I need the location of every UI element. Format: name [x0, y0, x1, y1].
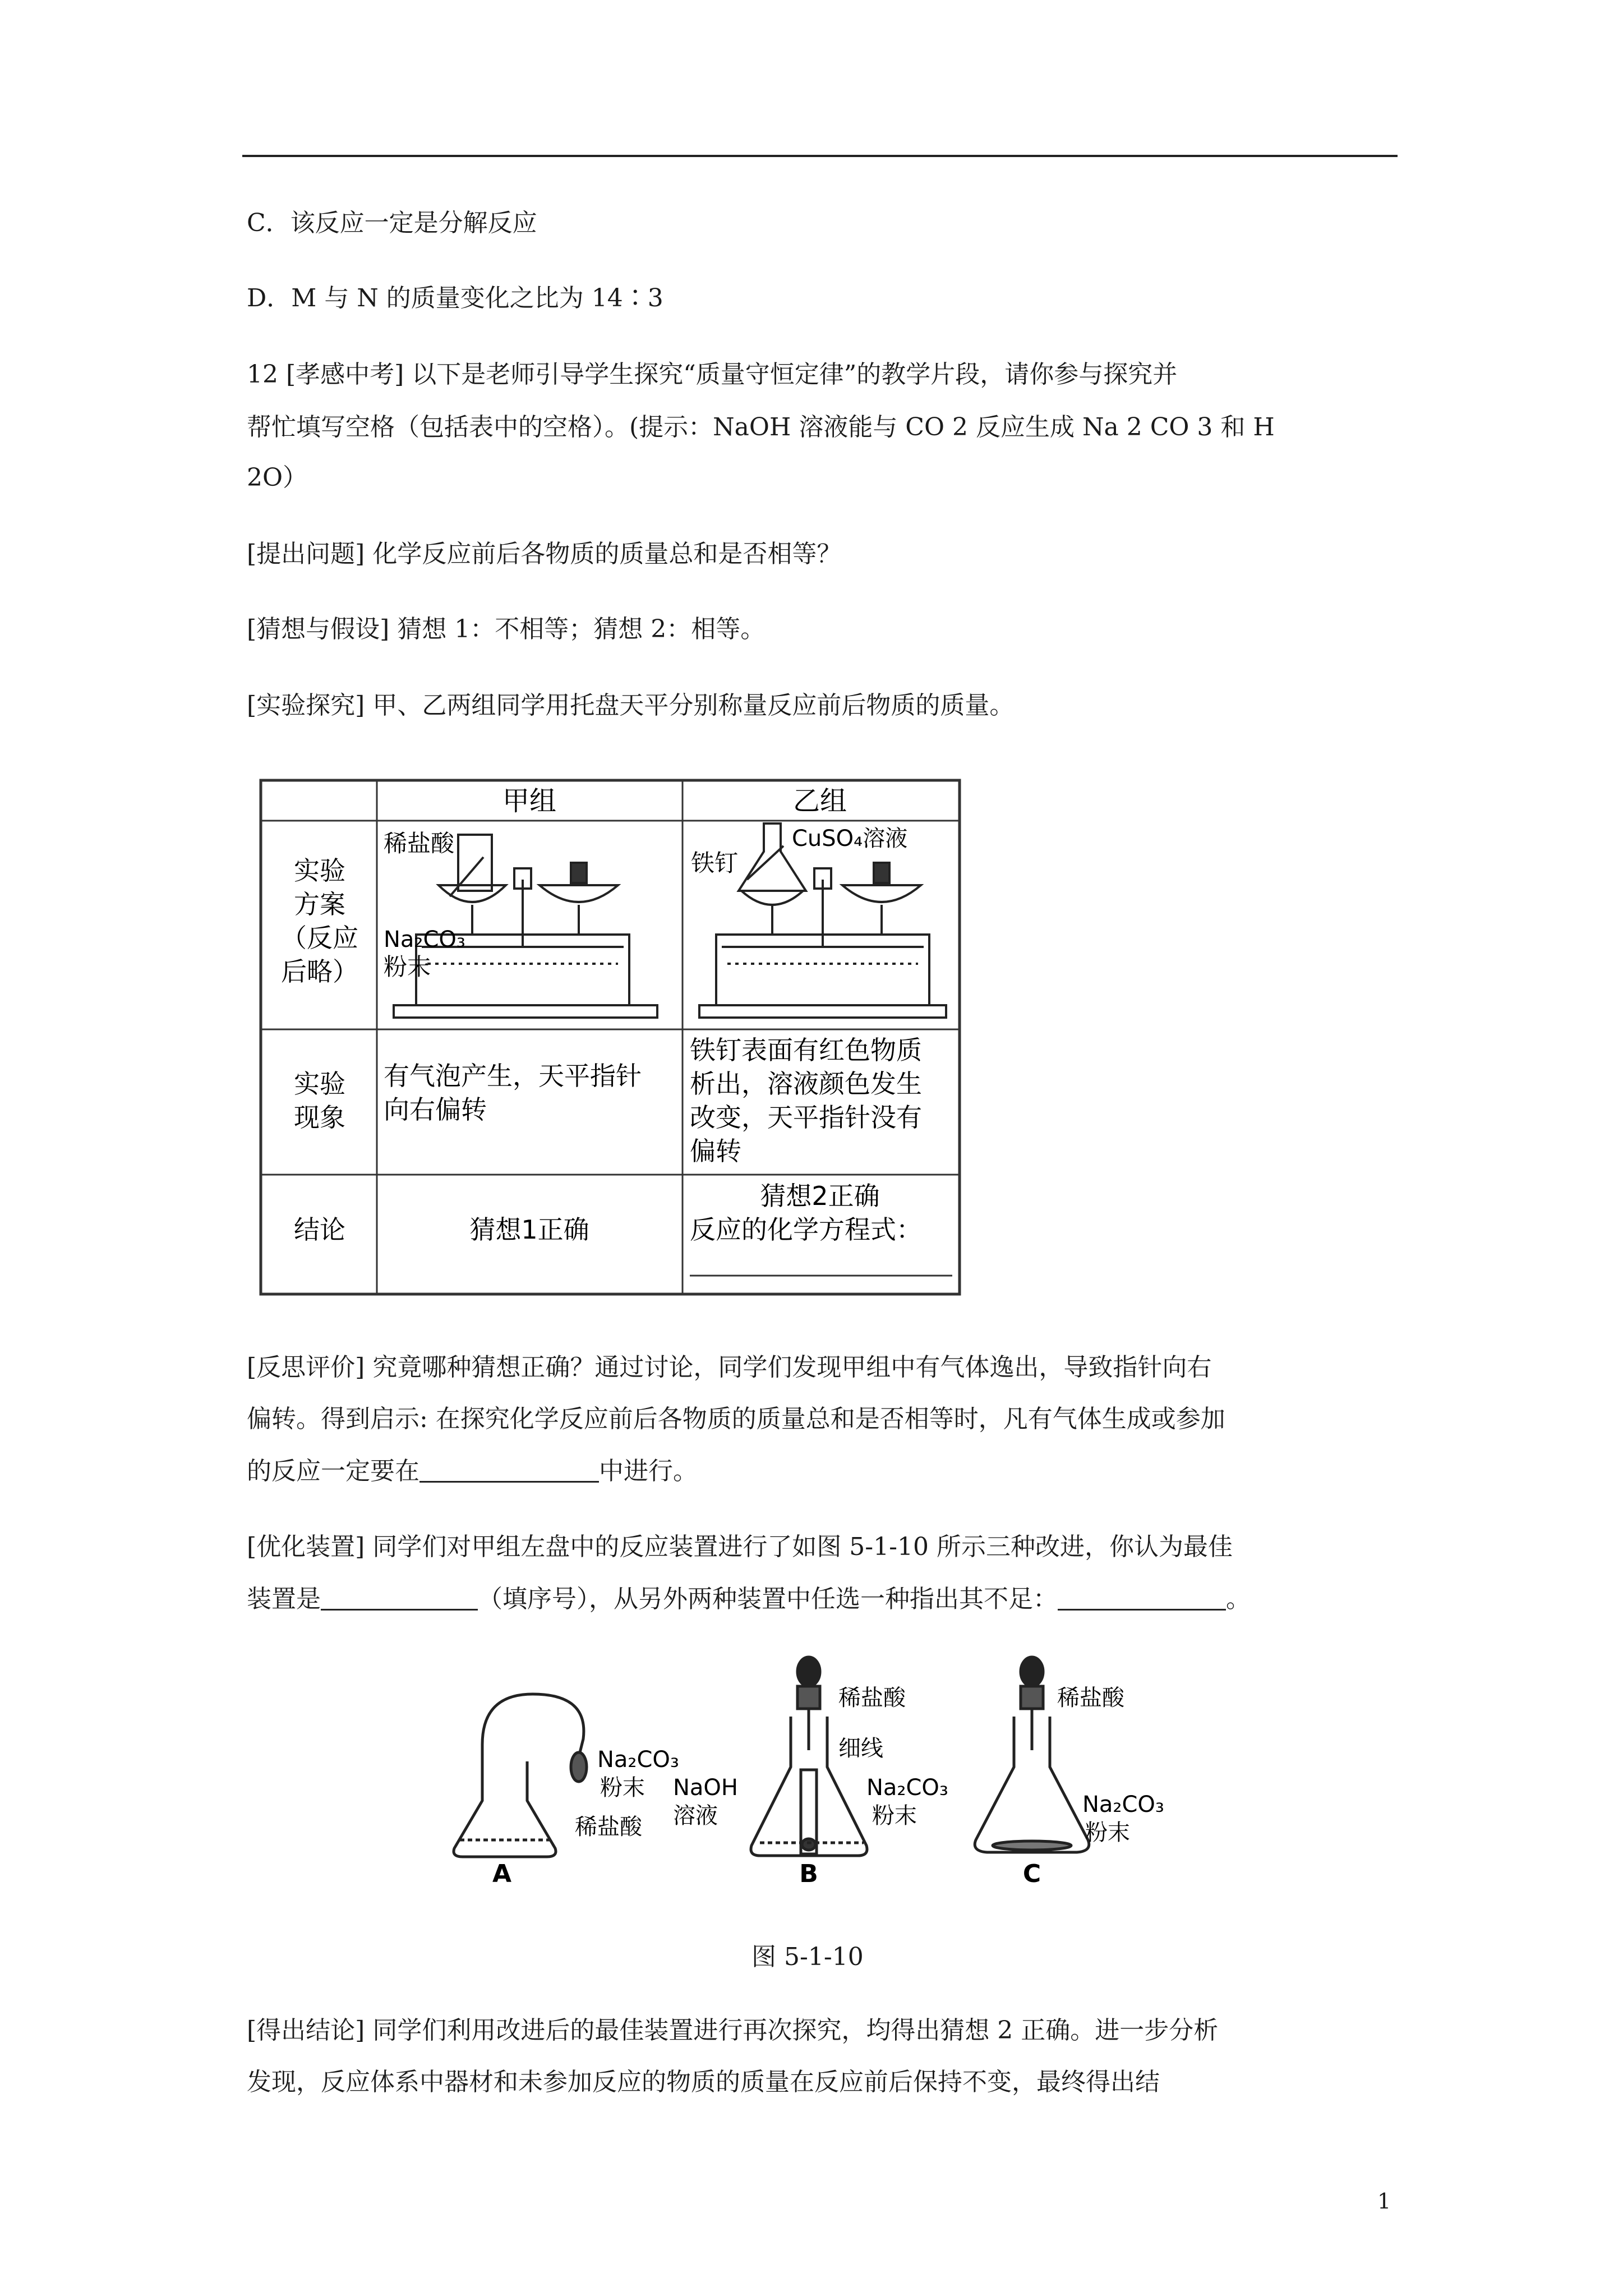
col-header-a: 甲组 [502, 785, 557, 817]
row1-header-1: 实验 [294, 855, 345, 886]
a-conclusion: 猜想1正确 [469, 1214, 589, 1245]
header-rule [242, 155, 1398, 157]
b-powder: 粉末 [872, 1803, 917, 1829]
a-observation-1: 有气泡产生，天平指针 [384, 1061, 642, 1091]
optimize-line2 [247, 1582, 1251, 1616]
label-b: B [799, 1860, 818, 1888]
row1-header-3: （反应 [281, 923, 358, 953]
optimize-line2-middle: （填序号），从另外两种装置中任选一种指出其不足： [478, 1585, 1058, 1613]
reflect-blank[interactable] [419, 1454, 599, 1483]
b-thread: 细线 [838, 1736, 883, 1761]
reflect-line1: [反思评价] 究竟哪种猜想正确？通过讨论，同学们发现甲组中有气体逸出，导致指针向右 [247, 1353, 1212, 1382]
apparatus-figure [449, 1655, 1206, 1890]
reflect-line3-suffix: 中进行。 [599, 1457, 698, 1485]
c-na2co3: Na₂CO₃ [1082, 1792, 1164, 1818]
a-observation-2: 向右偏转 [384, 1094, 487, 1125]
optimize-line1: [优化装置] 同学们对甲组左盘中的反应装置进行了如图 5-1-10 所示三种改进，你认为最佳 [247, 1533, 1233, 1561]
b-naoh: NaOH [673, 1775, 738, 1801]
page-number: 1 [1377, 2189, 1391, 2214]
best-device-blank[interactable] [321, 1582, 478, 1611]
c-powder: 粉末 [1085, 1820, 1130, 1846]
reflect-line3 [247, 1454, 698, 1488]
b-conclusion-1: 猜想2正确 [760, 1181, 880, 1211]
q12-line3: 2O） [247, 463, 308, 492]
question-line: [提出问题] 化学反应前后各物质的质量总和是否相等？ [247, 540, 842, 568]
b-nail-label: 铁钉 [691, 849, 739, 877]
row2-header-1: 实验 [294, 1069, 345, 1099]
balance-a-illustration [394, 835, 657, 1018]
label-a: A [492, 1860, 512, 1888]
row1-header-4: 后略） [281, 956, 358, 987]
experiment-line: [实验探究] 甲、乙两组同学用托盘天平分别称量反应前后物质的质量。 [247, 691, 1015, 720]
b-observation-1: 铁钉表面有红色物质 [690, 1035, 922, 1065]
b-observation-3: 改变，天平指针没有 [690, 1102, 922, 1133]
shortcoming-blank[interactable] [1058, 1582, 1226, 1611]
a-na2co3-label: Na₂CO₃ [384, 927, 465, 953]
optimize-line2-prefix: 装置是 [247, 1585, 321, 1613]
row1-header-2: 方案 [294, 889, 345, 919]
conclusion-line2: 发现，反应体系中器材和未参加反应的物质的质量在反应前后保持不变，最终得出结 [247, 2068, 1160, 2096]
c-acid: 稀盐酸 [1057, 1685, 1124, 1711]
b-solution: 溶液 [673, 1803, 718, 1829]
q12-line1: 12 [孝感中考] 以下是老师引导学生探究“质量守恒定律”的教学片段，请你参与探究并 [247, 360, 1178, 389]
b-acid: 稀盐酸 [838, 1685, 906, 1711]
b-na2co3: Na₂CO₃ [866, 1775, 948, 1801]
experiment-table [259, 779, 961, 1296]
col-header-b: 乙组 [792, 785, 847, 817]
row2-header-2: 现象 [294, 1102, 345, 1133]
b-observation-2: 析出，溶液颜色发生 [690, 1069, 922, 1099]
a-na2co3: Na₂CO₃ [597, 1747, 679, 1773]
a-powder-label: 粉末 [384, 953, 431, 981]
conclusion-line1: [得出结论] 同学们利用改进后的最佳装置进行再次探究，均得出猜想 2 正确。进一步分析 [247, 2016, 1219, 2045]
b-observation-4: 偏转 [690, 1136, 741, 1166]
b-conclusion-2: 反应的化学方程式： [690, 1214, 922, 1245]
reflect-line3-prefix: 的反应一定要在 [247, 1457, 419, 1485]
hypothesis-line: [猜想与假设] 猜想 1：不相等；猜想 2：相等。 [247, 615, 766, 643]
option-d: D．M 与 N 的质量变化之比为 14∶3 [247, 284, 663, 312]
device-a [454, 1694, 587, 1857]
reflect-line2: 偏转。得到启示: 在探究化学反应前后各物质的质量总和是否相等时，凡有气体生成或参加 [247, 1405, 1225, 1433]
a-acid: 稀盐酸 [575, 1814, 642, 1840]
row3-header: 结论 [294, 1214, 345, 1245]
figure-caption: 图 5-1-10 [751, 1943, 864, 1971]
label-c: C [1022, 1860, 1041, 1888]
optimize-line2-suffix: 。 [1226, 1585, 1251, 1613]
a-acid-label: 稀盐酸 [384, 830, 455, 857]
q12-line2: 帮忙填写空格（包括表中的空格）。(提示：NaOH 溶液能与 CO 2 反应生成 Na 2 CO 3 和 H [247, 413, 1275, 441]
b-cuso4-label: CuSO₄溶液 [792, 826, 908, 852]
option-c: C．该反应一定是分解反应 [247, 209, 537, 237]
a-powder: 粉末 [600, 1775, 645, 1801]
